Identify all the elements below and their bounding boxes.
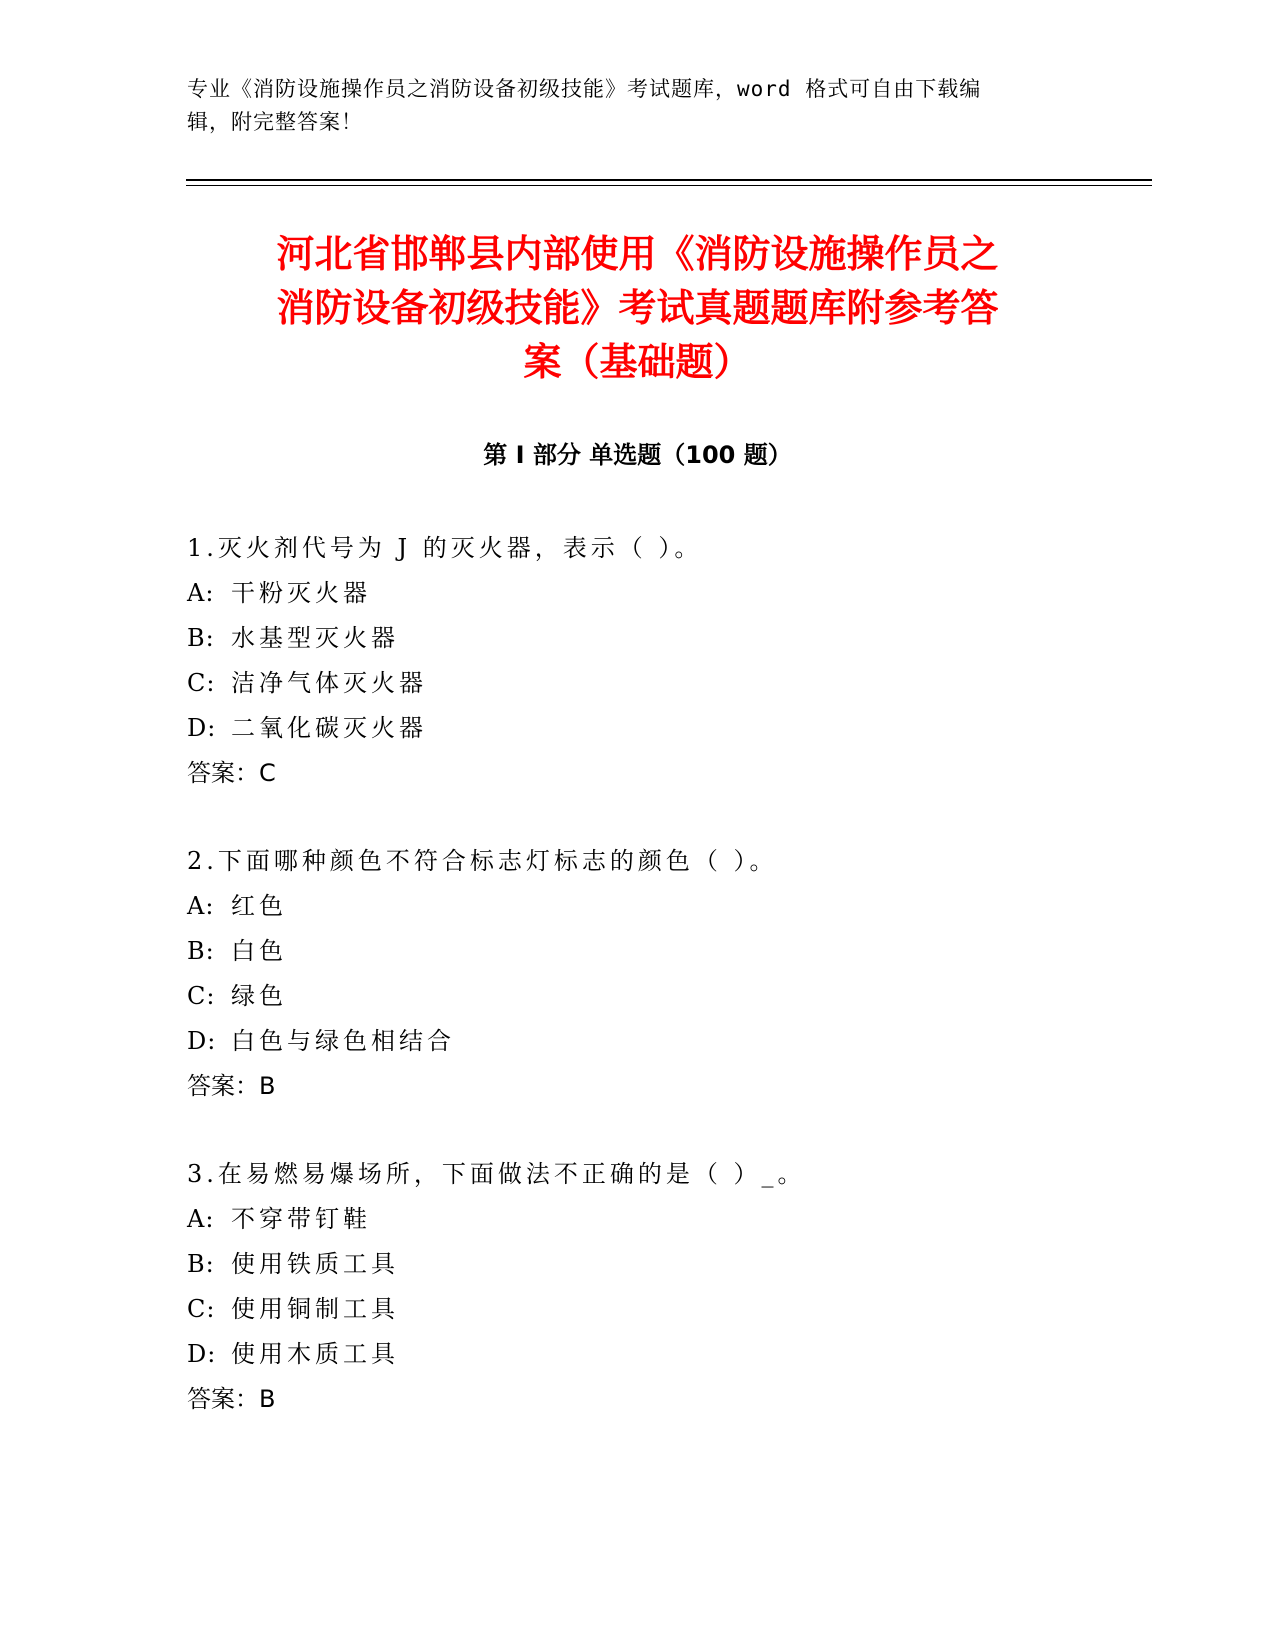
option-a [187, 571, 1127, 616]
option-text: 二氧化碳灭火器 [231, 714, 427, 742]
option-b [187, 1242, 1127, 1287]
option-c [187, 1287, 1127, 1332]
option-letter: A: [187, 1205, 215, 1233]
section-heading: 第 I 部分 单选题（100 题） [483, 441, 792, 469]
option-letter: B: [187, 1250, 215, 1278]
option-text: 使用铜制工具 [231, 1295, 399, 1323]
option-letter: C: [187, 982, 216, 1010]
document-title-line-1: 河北省邯郸县内部使用《消防设施操作员之 [276, 232, 999, 276]
option-letter: C: [187, 669, 216, 697]
option-b [187, 616, 1127, 661]
header-note [187, 73, 1067, 139]
option-text: 白色 [231, 937, 287, 965]
question-stem: 2.下面哪种颜色不符合标志灯标志的颜色（ ）。 [187, 847, 778, 875]
option-letter: A: [187, 892, 215, 920]
option-letter: D: [187, 714, 217, 742]
option-c [187, 974, 1127, 1019]
option-text: 绿色 [231, 982, 287, 1010]
option-text: 使用木质工具 [231, 1340, 399, 1368]
question-stem: 1.灭火剂代号为 J 的灭火器，表示（ ）。 [187, 534, 703, 562]
document-title [150, 227, 1125, 389]
option-text: 红色 [231, 892, 287, 920]
option-letter: A: [187, 579, 215, 607]
option-a [187, 884, 1127, 929]
answer-key: 答案：C [187, 759, 276, 787]
header-note-line-1: 专业《消防设施操作员之消防设备初级技能》考试题库，word 格式可自由下载编 [187, 77, 982, 101]
option-letter: C: [187, 1295, 216, 1323]
header-note-line-2: 辑，附完整答案！ [187, 110, 363, 134]
option-letter: B: [187, 937, 215, 965]
option-text: 水基型灭火器 [231, 624, 399, 652]
option-text: 白色与绿色相结合 [231, 1027, 455, 1055]
option-b [187, 929, 1127, 974]
question-2 [187, 839, 1127, 1109]
option-d [187, 706, 1127, 751]
question-3 [187, 1152, 1127, 1422]
question-1 [187, 526, 1127, 796]
header-divider-thick [186, 179, 1152, 181]
document-title-line-2: 消防设备初级技能》考试真题题库附参考答 [276, 286, 999, 330]
option-text: 干粉灭火器 [231, 579, 371, 607]
option-a [187, 1197, 1127, 1242]
question-stem: 3.在易燃易爆场所，下面做法不正确的是（ ）_。 [187, 1160, 806, 1188]
option-letter: D: [187, 1027, 217, 1055]
answer-key: 答案：B [187, 1072, 276, 1100]
document-title-line-3: 案（基础题） [523, 340, 752, 384]
option-d [187, 1332, 1127, 1377]
question-list [187, 526, 1127, 1465]
option-d [187, 1019, 1127, 1064]
option-text: 不穿带钉鞋 [231, 1205, 371, 1233]
option-letter: D: [187, 1340, 217, 1368]
header-divider-thin [186, 185, 1152, 186]
option-c [187, 661, 1127, 706]
option-text: 使用铁质工具 [231, 1250, 399, 1278]
answer-key: 答案：B [187, 1385, 276, 1413]
option-text: 洁净气体灭火器 [231, 669, 427, 697]
option-letter: B: [187, 624, 215, 652]
